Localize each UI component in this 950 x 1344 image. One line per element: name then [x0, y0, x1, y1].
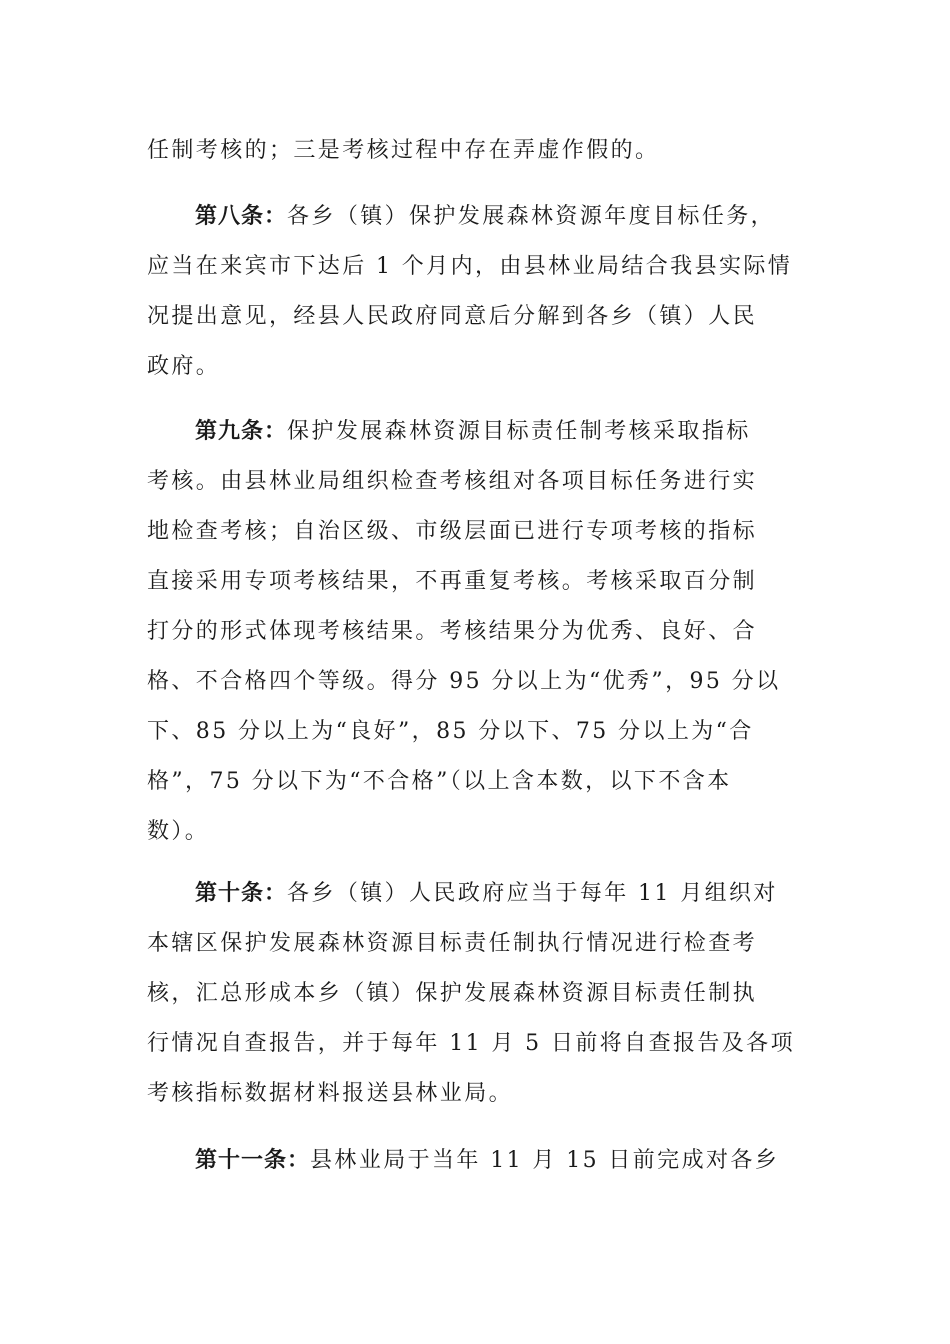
text-line: 数）。 [147, 819, 210, 844]
text-line-body: 各乡（镇）人民政府应当于每年 11 月组织对 [287, 881, 778, 906]
article-9 [147, 407, 807, 857]
text-line: 应当在来宾市下达后 1 个月内，由县林业局结合我县实际情 [147, 254, 793, 279]
text-line: 况提出意见，经县人民政府同意后分解到各乡（镇）人民 [147, 304, 758, 329]
text-line: 直接采用专项考核结果，不再重复考核。考核采取百分制 [147, 569, 758, 594]
text-line-body: 县林业局于当年 11 月 15 日前完成对各乡 [310, 1148, 780, 1173]
text-line-body: 各乡（镇）保护发展森林资源年度目标任务， [287, 204, 776, 229]
text-line: 行情况自查报告，并于每年 11 月 5 日前将自查报告及各项 [147, 1031, 795, 1056]
text-line: 政府。 [147, 354, 221, 379]
text-line: 本辖区保护发展森林资源目标责任制执行情况进行检查考 [147, 931, 758, 956]
text-line [147, 869, 807, 919]
text-line: 格”，75 分以下为“不合格”（以上含本数，以下不含本 [147, 769, 732, 794]
text-line: 考核指标数据材料报送县林业局。 [147, 1081, 514, 1106]
text-line [147, 407, 807, 457]
article-11 [147, 1136, 807, 1186]
article-heading: 第八条： [195, 204, 288, 229]
text-line: 格、不合格四个等级。得分 95 分以上为“优秀”，95 分以 [147, 669, 781, 694]
text-line [147, 192, 807, 242]
article-heading: 第九条： [195, 419, 288, 444]
article-heading: 第十条： [195, 881, 288, 906]
text-line: 打分的形式体现考核结果。考核结果分为优秀、良好、合 [147, 619, 758, 644]
text-line: 核，汇总形成本乡（镇）保护发展森林资源目标责任制执 [147, 981, 758, 1006]
text-line-body: 保护发展森林资源目标责任制考核采取指标 [287, 419, 751, 444]
text-line: 地检查考核；自治区级、市级层面已进行专项考核的指标 [147, 519, 758, 544]
article-heading: 第十一条： [195, 1148, 311, 1173]
text-line: 任制考核的；三是考核过程中存在弄虚作假的。 [147, 138, 660, 163]
text-line [147, 1136, 807, 1186]
article-10 [147, 869, 807, 1119]
text-line: 下、85 分以上为“良好”，85 分以下、75 分以上为“合 [147, 719, 754, 744]
paragraph-continuation [147, 126, 807, 176]
article-8 [147, 192, 807, 392]
text-line: 考核。由县林业局组织检查考核组对各项目标任务进行实 [147, 469, 758, 494]
